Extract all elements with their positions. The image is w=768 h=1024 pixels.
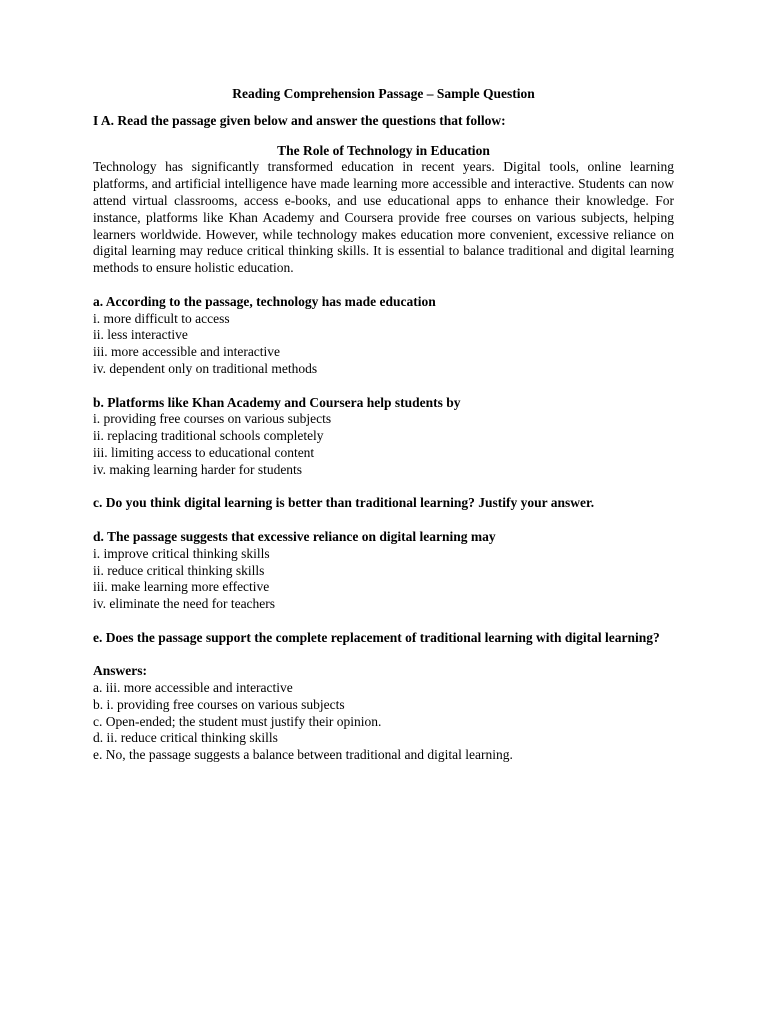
question-text: b. Platforms like Khan Academy and Coursera help students by xyxy=(93,394,461,410)
option: iv. eliminate the need for teachers xyxy=(93,596,276,612)
answers-section xyxy=(93,663,674,764)
question-c xyxy=(93,495,674,512)
document-title: Reading Comprehension Passage – Sample Question xyxy=(232,86,535,101)
option: iii. more accessible and interactive xyxy=(93,344,281,360)
passage-text: Technology has significantly transformed education in recent years. Digital tools, online learning platforms, and artificial intelligence have made learning more accessible and interactive. Students can now attend virtual classrooms, access e-books, and use educational apps to enhance their knowledge. For instance, platforms like Khan Academy and Coursera provide free courses on various subjects, helping learners worldwide. However, while technology makes education more convenient, excessive reliance on digital learning may reduce critical thinking skills. It is essential to balance traditional and digital learning methods to ensure holistic education. xyxy=(93,159,674,276)
option: i. providing free courses on various subjects xyxy=(93,411,332,427)
option: iii. limiting access to educational content xyxy=(93,444,315,460)
question-text: a. According to the passage, technology has made education xyxy=(93,293,436,309)
question-a xyxy=(93,294,674,378)
answer-item: d. ii. reduce critical thinking skills xyxy=(93,730,278,746)
option: i. more difficult to access xyxy=(93,310,230,326)
question-text: d. The passage suggests that excessive reliance on digital learning may xyxy=(93,528,496,544)
question-text: c. Do you think digital learning is better than traditional learning? Justify your answer. xyxy=(93,495,595,511)
document-page xyxy=(93,86,674,764)
answer-item: b. i. providing free courses on various subjects xyxy=(93,696,345,712)
answer-item: a. iii. more accessible and interactive xyxy=(93,680,293,696)
option: ii. less interactive xyxy=(93,327,188,343)
option: iv. dependent only on traditional methods xyxy=(93,360,318,376)
answer-item: c. Open-ended; the student must justify their opinion. xyxy=(93,713,382,729)
question-b xyxy=(93,395,674,479)
answers-label: Answers: xyxy=(93,663,147,679)
option: ii. reduce critical thinking skills xyxy=(93,562,265,578)
passage-title: The Role of Technology in Education xyxy=(277,142,490,158)
option: ii. replacing traditional schools completely xyxy=(93,428,324,444)
question-text: e. Does the passage support the complete replacement of traditional learning with digital learning? xyxy=(93,629,660,645)
instruction-text: I A. Read the passage given below and answer the questions that follow: xyxy=(93,112,506,128)
question-e xyxy=(93,630,674,647)
option: iii. make learning more effective xyxy=(93,579,270,595)
answer-item: e. No, the passage suggests a balance between traditional and digital learning. xyxy=(93,747,513,763)
option: i. improve critical thinking skills xyxy=(93,545,270,561)
question-d xyxy=(93,529,674,613)
option: iv. making learning harder for students xyxy=(93,461,303,477)
